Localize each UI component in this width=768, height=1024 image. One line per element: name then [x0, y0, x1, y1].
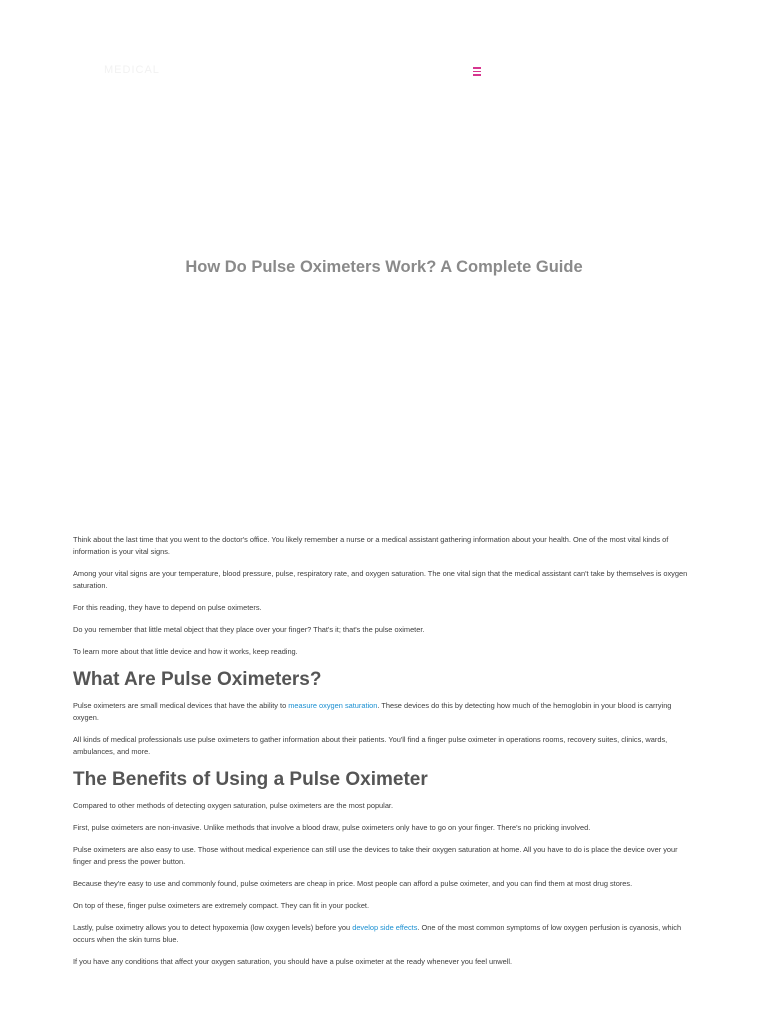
article-body [73, 534, 697, 978]
intro-paragraph: Among your vital signs are your temperature, blood pressure, pulse, respiratory rate, and oxygen saturation. The one vital sign that the medical assistant can't take by themselves is oxygen saturation. [73, 569, 688, 590]
section-paragraph: Pulse oximeters are small medical devices that have the ability to measure oxygen saturation. These devices do this by detecting how much of the hemoglobin in your blood is carrying oxygen. [73, 701, 672, 722]
intro-paragraph: Think about the last time that you went to the doctor's office. You likely remember a nurse or a medical assistant gathering information about your health. One of the most vital kinds of information is your vital signs. [73, 535, 669, 556]
section-paragraph: First, pulse oximeters are non-invasive. Unlike methods that involve a blood draw, pulse oximeters only have to go on your finger. There's no pricking involved. [73, 823, 591, 832]
section-paragraph: Pulse oximeters are also easy to use. Those without medical experience can still use the devices to take their oxygen saturation at home. All you have to do is place the device over your finger and press the power button. [73, 845, 678, 866]
intro-paragraph: To learn more about that little device and how it works, keep reading. [73, 647, 298, 656]
section-paragraph: Lastly, pulse oximetry allows you to detect hypoxemia (low oxygen levels) before you develop side effects. One of the most common symptoms of low oxygen perfusion is cyanosis, which occurs when the skin turns blue. [73, 923, 682, 944]
site-header [0, 58, 768, 86]
measure-oxygen-saturation-link[interactable]: measure oxygen saturation [288, 701, 378, 710]
section-heading-benefits: The Benefits of Using a Pulse Oximeter [73, 769, 428, 790]
hamburger-menu-icon[interactable] [470, 65, 484, 79]
intro-paragraph: For this reading, they have to depend on pulse oximeters. [73, 603, 262, 612]
section-paragraph: Because they're easy to use and commonly found, pulse oximeters are cheap in price. Most people can afford a pulse oximeter, and you can find them at most drug stores. [73, 879, 633, 888]
site-logo[interactable]: MEDICAL [104, 64, 160, 76]
page-title: How Do Pulse Oximeters Work? A Complete Guide [185, 258, 583, 276]
section-paragraph: On top of these, finger pulse oximeters are extremely compact. They can fit in your pocket. [73, 901, 370, 910]
section-paragraph: If you have any conditions that affect your oxygen saturation, you should have a pulse oximeter at the ready whenever you feel unwell. [73, 957, 513, 966]
section-paragraph: All kinds of medical professionals use pulse oximeters to gather information about their patients. You'll find a finger pulse oximeter in operations rooms, recovery suites, clinics, wards, ambulances, and more. [73, 735, 668, 756]
intro-paragraph: Do you remember that little metal object that they place over your finger? That's it; that's the pulse oximeter. [73, 625, 425, 634]
section-heading-what-are: What Are Pulse Oximeters? [73, 669, 322, 690]
develop-side-effects-link[interactable]: develop side effects [352, 923, 418, 932]
section-paragraph: Compared to other methods of detecting oxygen saturation, pulse oximeters are the most popular. [73, 801, 394, 810]
